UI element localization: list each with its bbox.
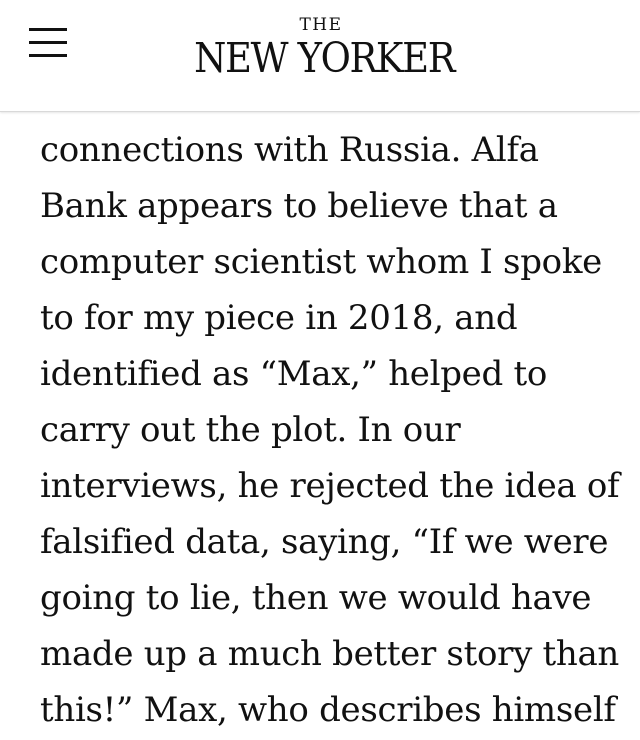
article-line: interviews, he rejected the idea of bbox=[40, 466, 620, 506]
article-line: connections with Russia. Alfa bbox=[40, 130, 539, 170]
article-line: identified as “Max,” helped to bbox=[40, 354, 547, 394]
menu-button[interactable] bbox=[29, 28, 67, 60]
logo-name: NEW YORKER bbox=[194, 34, 455, 82]
article-line: made up a much better story than bbox=[40, 634, 620, 674]
article-line: Bank appears to believe that a bbox=[40, 186, 558, 226]
article-line: to for my piece in 2018, and bbox=[40, 298, 518, 338]
menu-bar bbox=[29, 54, 67, 57]
article-line: computer scientist whom I spoke bbox=[40, 242, 602, 282]
menu-bar bbox=[29, 28, 67, 31]
article-line: this!” Max, who describes himself bbox=[40, 690, 616, 730]
article-line: falsified data, saying, “If we were bbox=[40, 522, 609, 562]
menu-bar bbox=[29, 41, 67, 44]
article-body bbox=[40, 66, 630, 738]
logo-the: THE bbox=[299, 15, 343, 35]
article-line: going to lie, then we would have bbox=[40, 578, 592, 618]
article-line: carry out the plot. In our bbox=[40, 410, 461, 450]
site-header bbox=[0, 0, 640, 112]
site-logo[interactable] bbox=[180, 15, 462, 81]
